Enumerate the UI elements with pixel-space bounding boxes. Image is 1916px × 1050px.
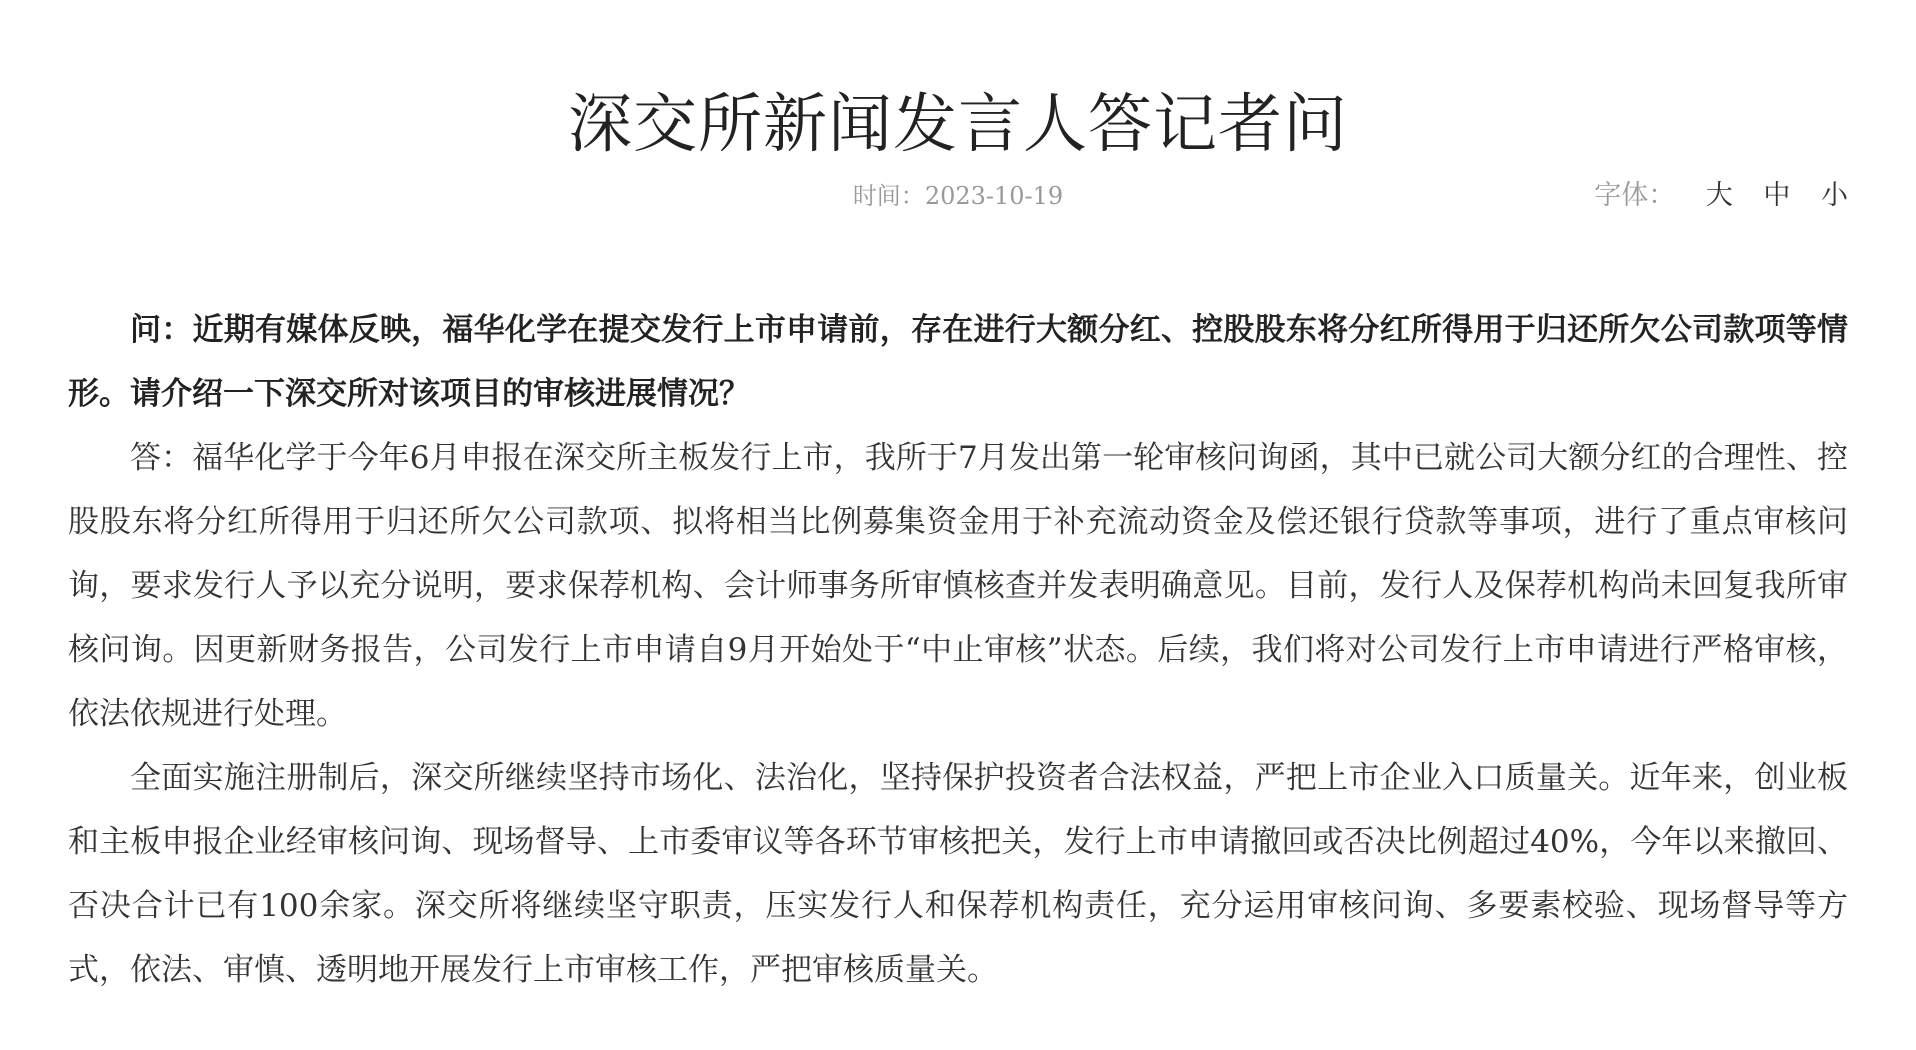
- publish-date-value: 2023-10-19: [924, 182, 1064, 210]
- article-body: [68, 298, 1848, 1002]
- body-paragraph: 全面实施注册制后，深交所继续坚持市场化、法治化，坚持保护投资者合法权益，严把上市企业入口质量关。近年来，创业板和主板申报企业经审核问询、现场督导、上市委审议等各环节审核把关，发行上市申请撤回或否决比例超过40%，今年以来撤回、否决合计已有100余家。深交所将继续坚守职责，压实发行人和保荐机构责任，充分运用审核问询、多要素校验、现场督导等方式，依法、审慎、透明地开展发行上市审核工作，严把审核质量关。: [68, 760, 1848, 988]
- question-paragraph: 问：近期有媒体反映，福华化学在提交发行上市申请前，存在进行大额分红、控股股东将分红所得用于归还所欠公司款项等情形。请介绍一下深交所对该项目的审核进展情况？: [68, 312, 1848, 412]
- article-meta: [0, 178, 1916, 214]
- font-size-small-button[interactable]: 小: [1821, 180, 1848, 211]
- answer-paragraph: 答：福华化学于今年6月申报在深交所主板发行上市，我所于7月发出第一轮审核问询函，其中已就公司大额分红的合理性、控股股东将分红所得用于归还所欠公司款项、拟将相当比例募集资金用于补充流动资金及偿还银行贷款等事项，进行了重点审核问询，要求发行人予以充分说明，要求保荐机构、会计师事务所审慎核查并发表明确意见。目前，发行人及保荐机构尚未回复我所审核问询。因更新财务报告，公司发行上市申请自9月开始处于“中止审核”状态。后续，我们将对公司发行上市申请进行严格审核，依法依规进行处理。: [68, 440, 1848, 732]
- font-size-label: 字体：: [1594, 180, 1676, 211]
- font-size-switcher: [1594, 178, 1848, 214]
- font-size-large-button[interactable]: 大: [1705, 180, 1733, 211]
- font-size-medium-button[interactable]: 中: [1763, 180, 1791, 211]
- article-title: 深交所新闻发言人答记者问: [568, 87, 1348, 162]
- publish-date-label: 时间：: [852, 182, 925, 210]
